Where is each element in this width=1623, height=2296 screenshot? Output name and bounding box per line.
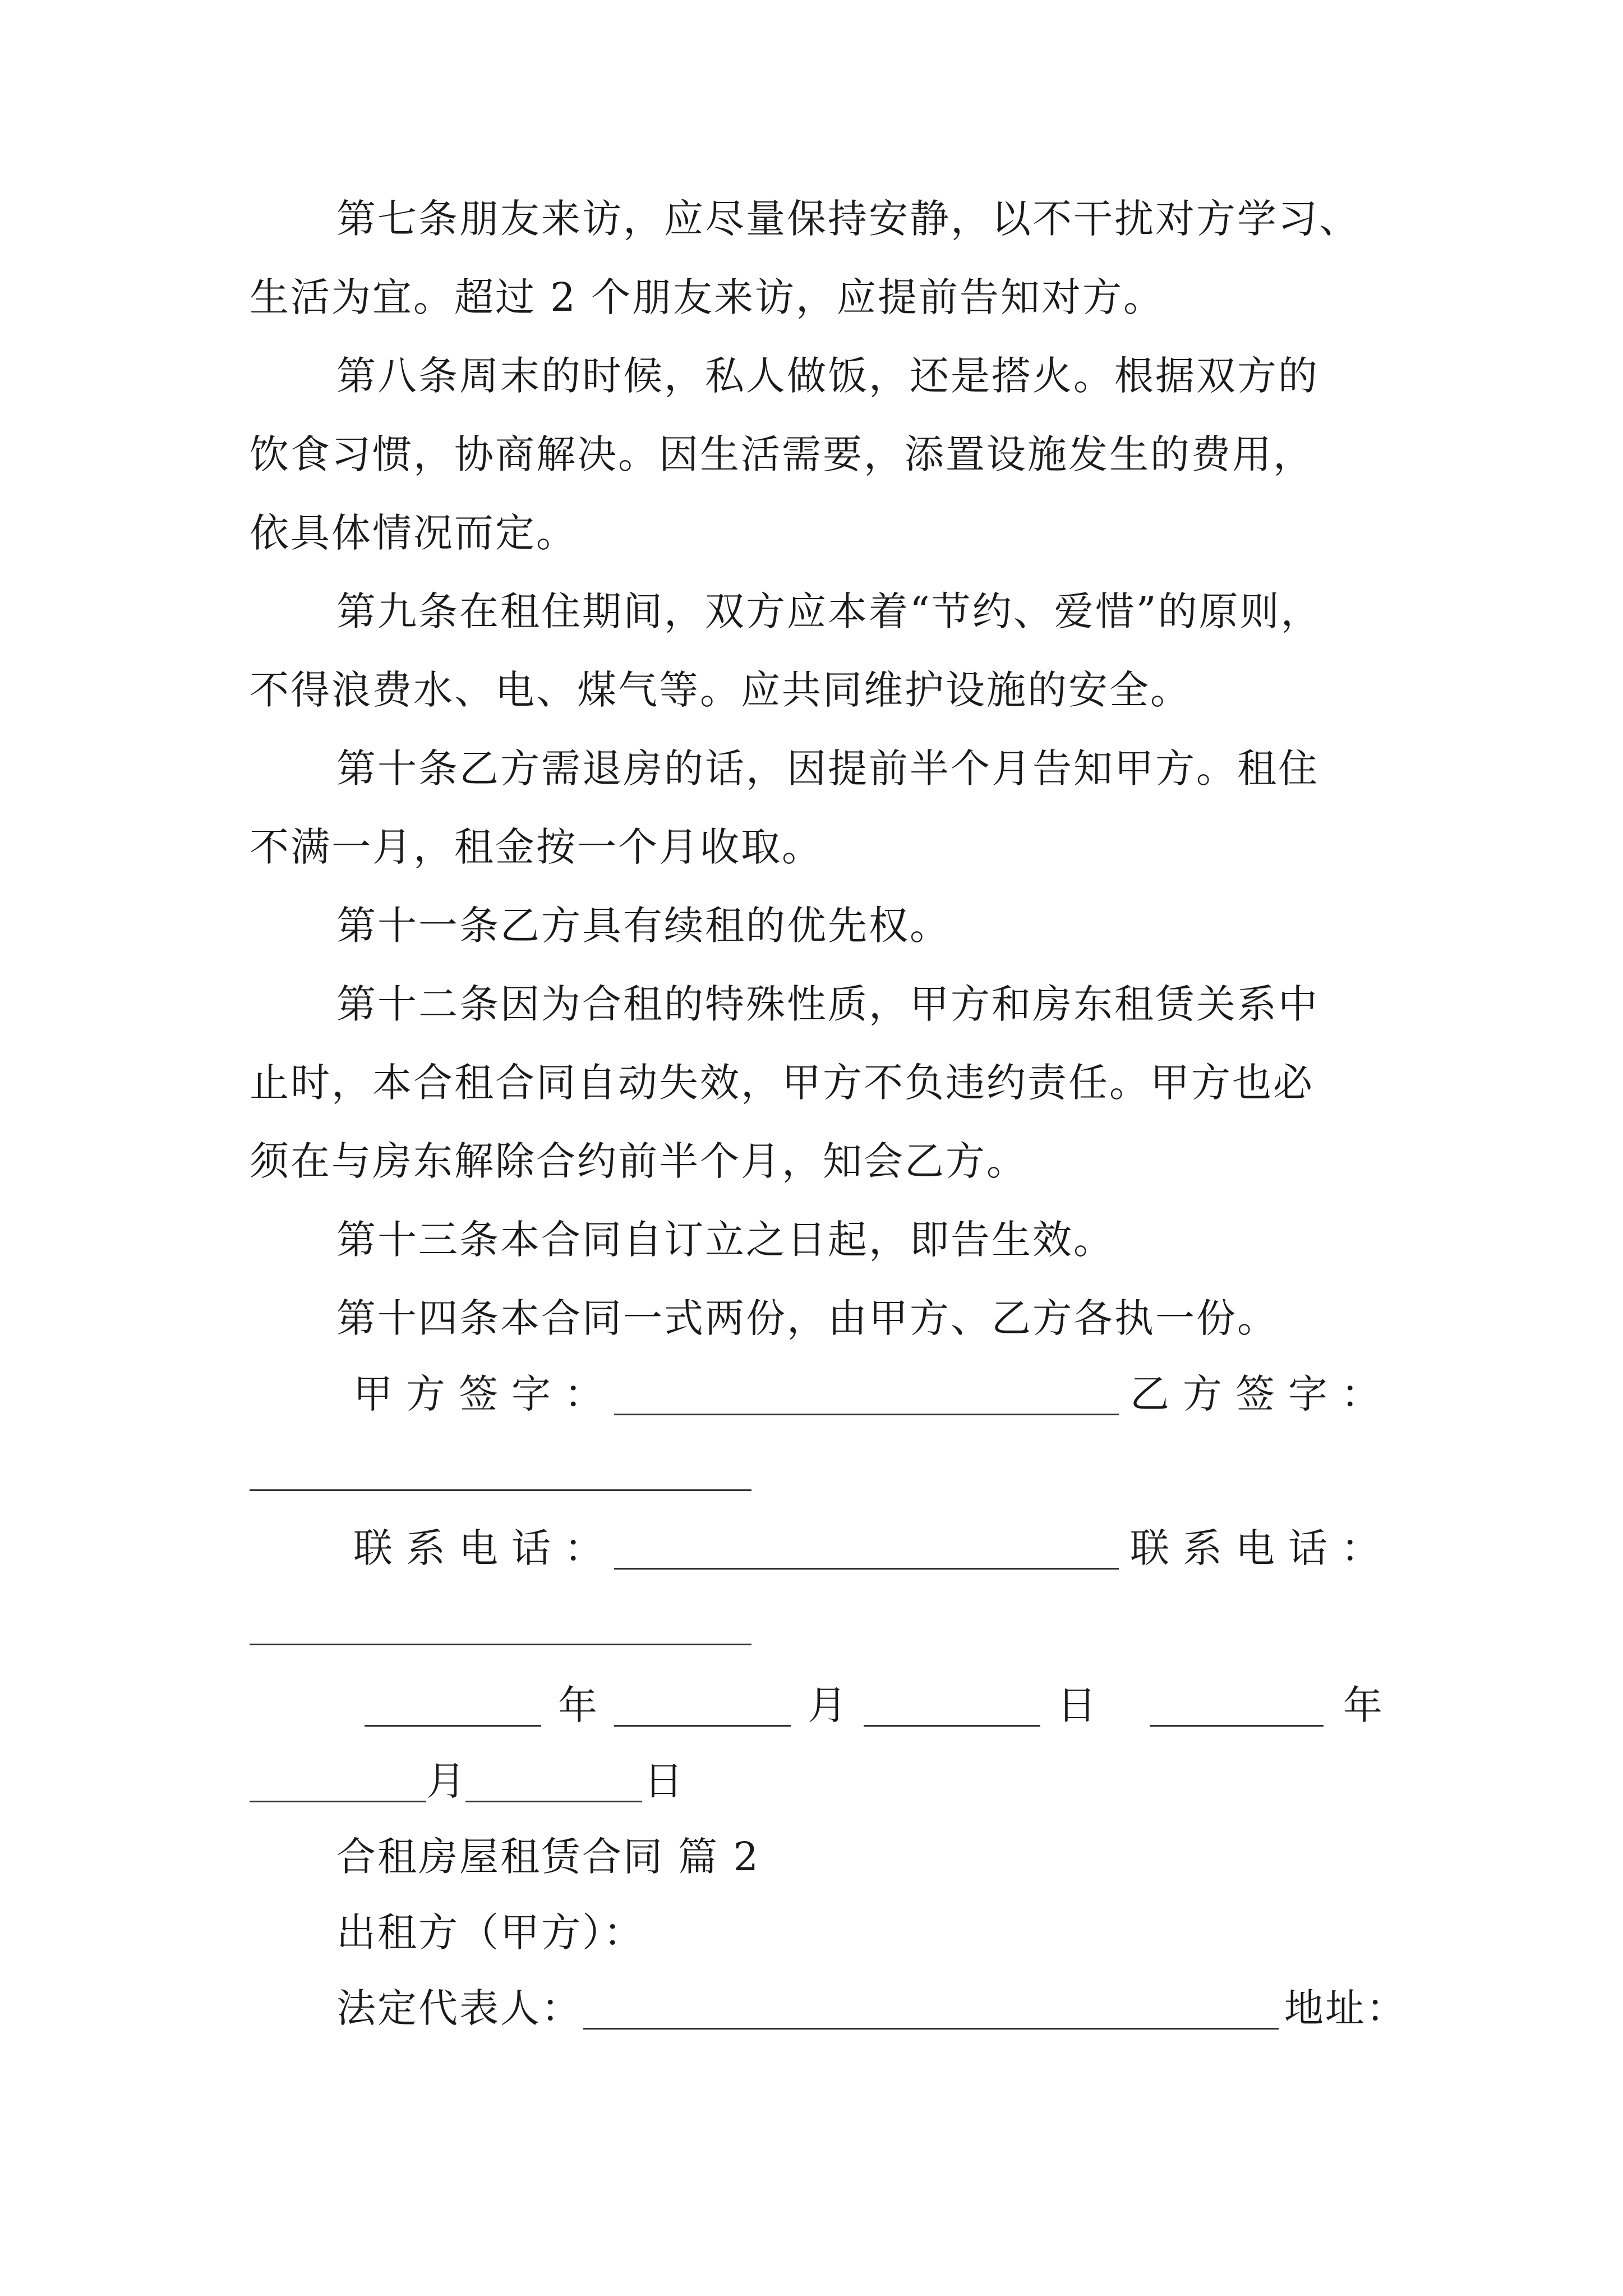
party-b-month-blank[interactable] [250, 1801, 426, 1802]
article-9-line-1: 第九条在租住期间，双方应本着“节约、爱惜”的原则， [336, 588, 1322, 634]
article-10-line-1: 第十条乙方需退房的话，因提前半个月告知甲方。租住 [336, 746, 1319, 792]
article-11-line-1: 第十一条乙方具有续租的优先权。 [336, 903, 951, 949]
party-b-month-label: 月 [426, 1758, 467, 1804]
article-8-line-2: 饮食习惯，协商解决。因生活需要，添置设施发生的费用， [250, 431, 1314, 477]
article-8-line-3: 依具体情况而定。 [250, 510, 577, 556]
party-a-year-blank[interactable] [365, 1725, 541, 1727]
article-12-line-2: 止时，本合租合同自动失效，甲方不负违约责任。甲方也必 [250, 1060, 1314, 1106]
article-10-line-2: 不满一月，租金按一个月收取。 [250, 824, 823, 870]
article-14-line-1: 第十四条本合同一式两份，由甲方、乙方各执一份。 [336, 1295, 1278, 1341]
party-a-phone-label: 联系电话： [353, 1525, 617, 1571]
legal-representative-blank[interactable] [583, 2028, 1279, 2030]
lessor-label: 出租方（甲方）： [336, 1910, 644, 1955]
article-12-line-1: 第十二条因为合租的特殊性质，甲方和房东租赁关系中 [336, 981, 1319, 1027]
party-b-year-blank[interactable] [1150, 1725, 1324, 1727]
party-a-month-label: 月 [808, 1682, 849, 1728]
article-7-line-1: 第七条朋友来访，应尽量保持安静，以不干扰对方学习、 [336, 196, 1360, 242]
article-13-line-1: 第十三条本合同自订立之日起，即告生效。 [336, 1217, 1114, 1263]
party-a-phone-blank[interactable] [614, 1568, 1119, 1570]
article-7-line-2: 生活为宜。超过 2 个朋友来访，应提前告知对方。 [250, 274, 1165, 320]
party-a-signature-label: 甲方签字： [353, 1371, 617, 1417]
article-9-line-2: 不得浪费水、电、煤气等。应共同维护设施的安全。 [250, 667, 1191, 713]
party-b-phone-label: 联系电话： [1130, 1525, 1394, 1571]
section-2-title: 合租房屋租赁合同 篇 2 [336, 1834, 760, 1880]
party-b-year-label: 年 [1343, 1682, 1384, 1728]
party-a-day-blank[interactable] [864, 1725, 1040, 1727]
party-a-year-label: 年 [558, 1682, 599, 1728]
legal-representative-label: 法定代表人： [336, 1985, 582, 2031]
article-12-line-3: 须在与房东解除合约前半个月，知会乙方。 [250, 1138, 1027, 1184]
party-b-signature-label: 乙方签字： [1130, 1371, 1394, 1417]
article-8-line-1: 第八条周末的时候，私人做饭，还是搭火。根据双方的 [336, 353, 1319, 399]
party-a-signature-blank[interactable] [614, 1414, 1119, 1415]
party-a-month-blank[interactable] [614, 1725, 791, 1727]
party-b-day-blank[interactable] [465, 1801, 642, 1802]
party-a-day-label: 日 [1057, 1682, 1098, 1728]
address-label: 地址： [1284, 1985, 1407, 2031]
party-b-phone-blank[interactable] [250, 1644, 751, 1645]
party-b-signature-blank[interactable] [250, 1489, 751, 1491]
party-b-day-label: 日 [644, 1758, 685, 1804]
